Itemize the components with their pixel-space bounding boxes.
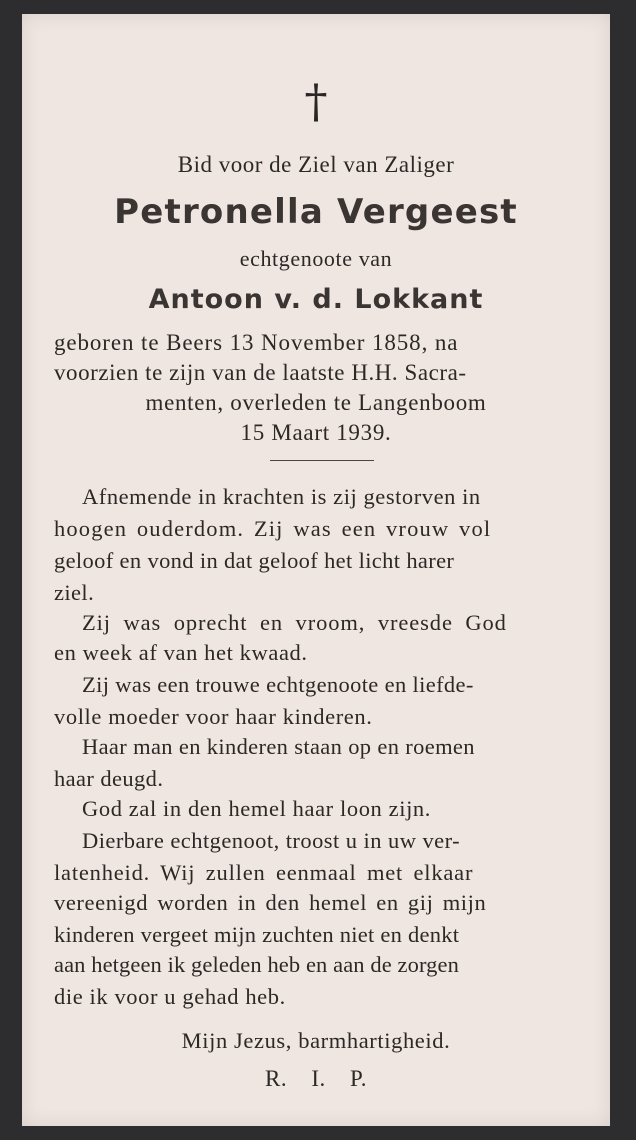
body-line: volle moeder voor haar kinderen. xyxy=(54,704,373,729)
relation-text: echtgenoote van xyxy=(239,246,393,271)
memorial-card xyxy=(22,14,610,1126)
body-line: God zal in den hemel haar loon zijn. xyxy=(82,796,431,821)
body-line: kinderen vergeet mijn zuchten niet en denkt xyxy=(54,922,460,947)
divider-line xyxy=(270,460,374,461)
card-heading: Bid voor de Ziel van Zaliger xyxy=(177,152,455,177)
bio-line: geboren te Beers 13 November 1858, na xyxy=(54,330,459,355)
body-line: die ik voor u gehad heb. xyxy=(54,984,286,1009)
body-line: aan hetgeen ik geleden heb en aan de zorgen xyxy=(54,952,459,977)
bio-line: 15 Maart 1939. xyxy=(240,420,392,445)
body-line: en week af van het kwaad. xyxy=(54,640,308,665)
cross-icon: † xyxy=(304,74,328,128)
body-line: Zij was een trouwe echtgenoote en liefde- xyxy=(82,672,474,697)
body-line: Haar man en kinderen staan op en roemen xyxy=(82,734,475,759)
body-line: vereenigd worden in den hemel en gij mijn xyxy=(54,890,487,915)
body-line: haar deugd. xyxy=(54,766,164,791)
body-line: Zij was oprecht en vroom, vreesde God xyxy=(82,610,507,635)
body-line: ziel. xyxy=(54,580,95,605)
body-line: Dierbare echtgenoot, troost u in uw ver- xyxy=(82,828,461,853)
body-line: geloof en vond in dat geloof het licht harer xyxy=(54,548,455,573)
prayer-line: Mijn Jezus, barmhartigheid. xyxy=(181,1028,451,1053)
rip-text: R. I. P. xyxy=(265,1066,367,1091)
body-line: latenheid. Wij zullen eenmaal met elkaar xyxy=(54,860,474,885)
spouse-name: Antoon v. d. Lokkant xyxy=(148,284,484,315)
deceased-name: Petronella Vergeest xyxy=(114,192,518,232)
bio-line: voorzien te zijn van de laatste H.H. Sacra- xyxy=(54,360,467,385)
body-line: hoogen ouderdom. Zij was een vrouw vol xyxy=(54,516,492,541)
body-line: Afnemende in krachten is zij gestorven in xyxy=(82,484,481,509)
bio-line: menten, overleden te Langenboom xyxy=(145,390,487,415)
